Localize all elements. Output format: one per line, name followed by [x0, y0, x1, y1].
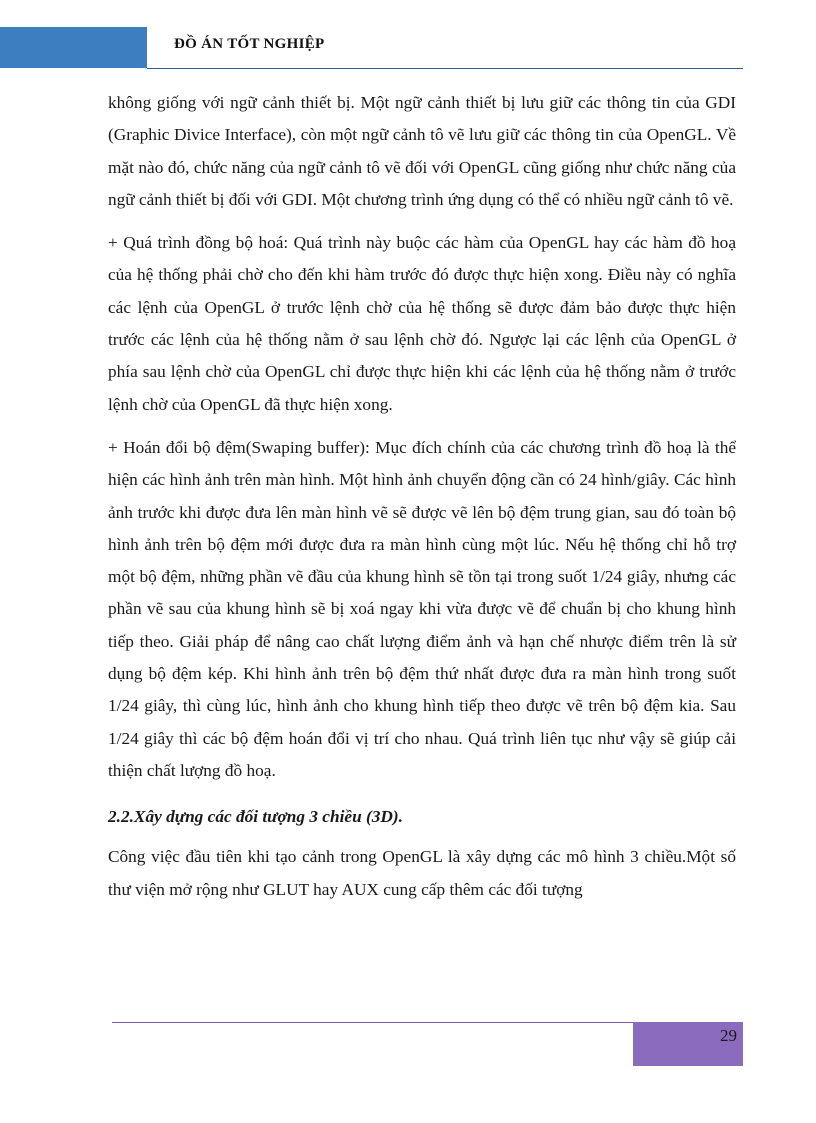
header-divider: [147, 68, 743, 69]
body-paragraph: không giống với ngữ cảnh thiết bị. Một ngữ cảnh thiết bị lưu giữ các thông tin của GDI (Graphic Divice Interface), còn một ngữ cảnh tô vẽ lưu giữ các thông tin của OpenGL. Về mặt nào đó, chức năng của ngữ cảnh tô vẽ đối với OpenGL cũng giống như chức năng của ngữ cảnh thiết bị đối với GDI. Một chương trình ứng dụng có thể có nhiều ngữ cảnh tô vẽ.: [108, 93, 736, 209]
body-paragraph: Công việc đầu tiên khi tạo cảnh trong OpenGL là xây dựng các mô hình 3 chiều.Một số thư viện mở rộng như GLUT hay AUX cung cấp thêm các đối tượng: [108, 847, 736, 899]
page-number: 29: [720, 1026, 737, 1045]
document-body: [108, 87, 736, 906]
body-paragraph: + Quá trình đồng bộ hoá: Quá trình này buộc các hàm của OpenGL hay các hàm đồ hoạ của hệ thống phải chờ cho đến khi hàm trước đó được thực hiện xong. Điều này có nghĩa các lệnh của OpenGL ở trước lệnh chờ của hệ thống sẽ được đảm bảo được thực hiện trước các lệnh của hệ thống nằm ở sau lệnh chờ đó. Ngược lại các lệnh của OpenGL ở phía sau lệnh chờ của OpenGL chỉ được thực hiện khi các lệnh của hệ thống nằm ở trước lệnh chờ của OpenGL đã thực hiện xong.: [108, 233, 736, 414]
footer-divider: [112, 1022, 633, 1023]
page-header-title: ĐỒ ÁN TỐT NGHIỆP: [174, 36, 325, 52]
page-number-box: [633, 1022, 743, 1066]
body-paragraph: + Hoán đổi bộ đệm(Swaping buffer): Mục đích chính của các chương trình đồ hoạ là thể hiện các hình ảnh trên màn hình. Một hình ảnh chuyển động cần có 24 hình/giây. Các hình ảnh trước khi được đưa lên màn hình vẽ sẽ được vẽ lên bộ đệm trung gian, sau đó toàn bộ hình ảnh trên bộ đệm mới được đưa ra màn hình cùng một lúc. Nếu hệ thống chỉ hỗ trợ một bộ đệm, những phần vẽ đầu của khung hình sẽ tồn tại trong suốt 1/24 giây, nhưng các phần vẽ sau của khung hình sẽ bị xoá ngay khi vừa được vẽ để chuẩn bị cho khung hình tiếp theo. Giải pháp để nâng cao chất lượng điểm ảnh và hạn chế nhược điểm trên là sử dụng bộ đệm kép. Khi hình ảnh trên bộ đệm thứ nhất được đưa ra màn hình trong suốt 1/24 giây, thì cùng lúc, hình ảnh cho khung hình tiếp theo được vẽ trên bộ đệm kia. Sau 1/24 giây thì các bộ đệm hoán đổi vị trí cho nhau. Quá trình liên tục như vậy sẽ giúp cải thiện chất lượng đồ hoạ.: [108, 437, 736, 780]
section-heading: 2.2.Xây dựng các đối tượng 3 chiều (3D).: [108, 807, 403, 827]
header-accent-block: [0, 27, 147, 68]
